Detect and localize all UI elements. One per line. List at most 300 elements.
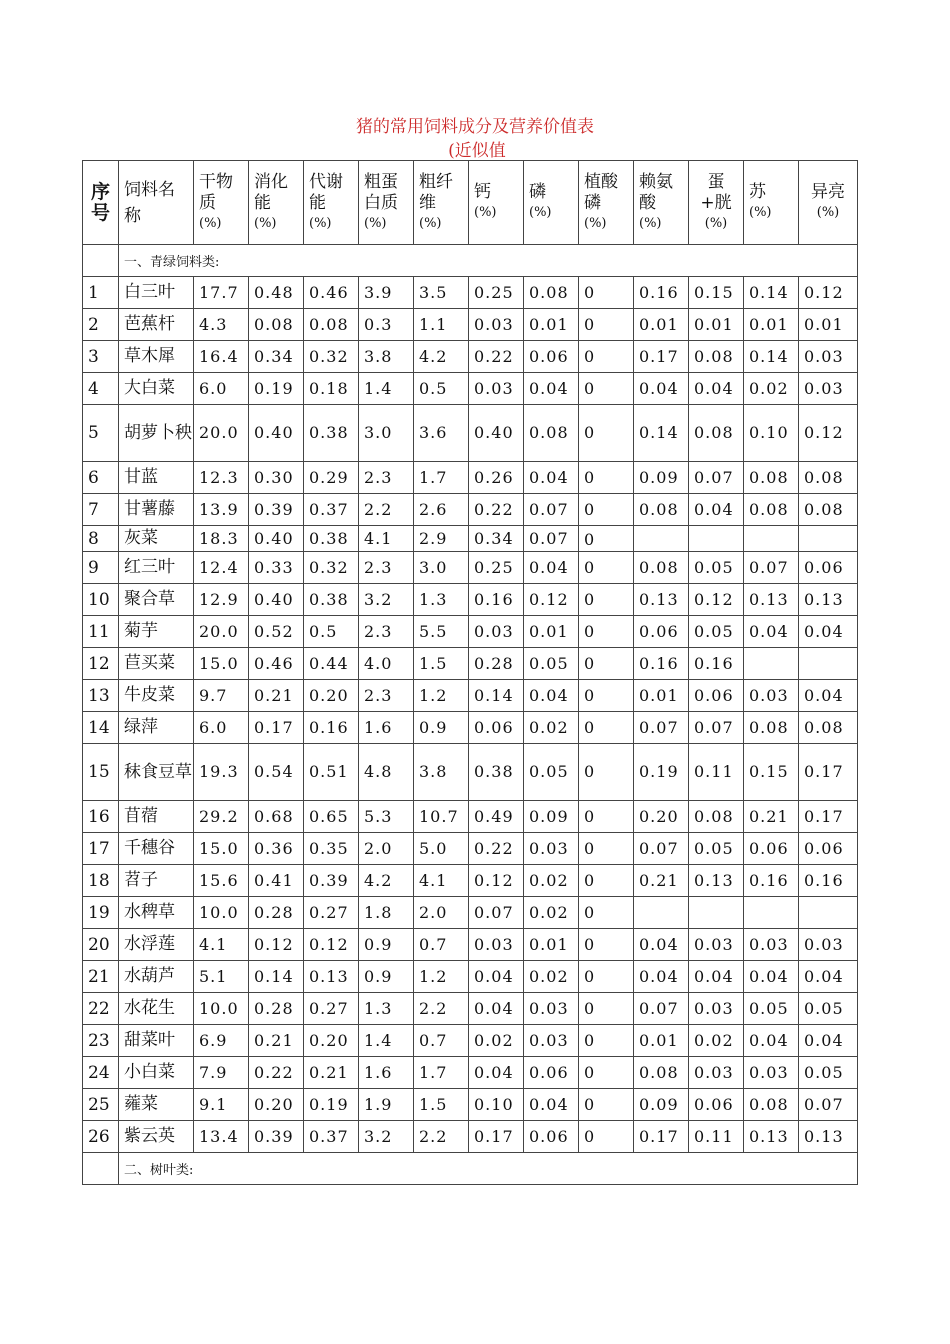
header-met-cys — [689, 161, 744, 245]
cell-threonine — [744, 897, 799, 929]
cell-crude-fiber: 10.7 — [414, 801, 469, 833]
cell-met-cys: 0.05 — [689, 833, 744, 865]
cell-feed-name: 草木犀 — [119, 341, 194, 373]
cell-isoleucine: 0.04 — [799, 680, 858, 712]
cell-phosphorus: 0.06 — [524, 341, 579, 373]
table-row — [83, 405, 858, 462]
cell-threonine: 0.10 — [744, 405, 799, 462]
cell-dry-matter: 10.0 — [194, 993, 249, 1025]
header-calcium — [469, 161, 524, 245]
cell-lysine: 0.16 — [634, 648, 689, 680]
cell-threonine: 0.07 — [744, 552, 799, 584]
cell-digestible-energy: 0.46 — [249, 648, 304, 680]
cell-index: 23 — [83, 1025, 119, 1057]
cell-index: 6 — [83, 462, 119, 494]
cell-lysine: 0.08 — [634, 552, 689, 584]
table-row — [83, 552, 858, 584]
cell-phosphorus: 0.08 — [524, 405, 579, 462]
cell-lysine: 0.06 — [634, 616, 689, 648]
cell-feed-name: 水葫芦 — [119, 961, 194, 993]
cell-isoleucine — [799, 526, 858, 552]
cell-crude-fiber: 0.9 — [414, 712, 469, 744]
cell-feed-name: 水花生 — [119, 993, 194, 1025]
cell-phosphorus: 0.04 — [524, 1089, 579, 1121]
cell-met-cys: 0.12 — [689, 584, 744, 616]
cell-dry-matter: 6.0 — [194, 373, 249, 405]
cell-dry-matter: 13.9 — [194, 494, 249, 526]
cell-lysine: 0.09 — [634, 1089, 689, 1121]
header-unit: (%) — [474, 205, 497, 220]
cell-metabolizable-energy: 0.32 — [304, 341, 359, 373]
cell-digestible-energy: 0.33 — [249, 552, 304, 584]
table-row — [83, 961, 858, 993]
cell-met-cys: 0.06 — [689, 1089, 744, 1121]
cell-calcium: 0.07 — [469, 897, 524, 929]
cell-digestible-energy: 0.14 — [249, 961, 304, 993]
header-unit: (%) — [199, 215, 222, 231]
header-unit: (%) — [419, 215, 442, 231]
cell-phosphorus: 0.07 — [524, 526, 579, 552]
cell-feed-name: 绿萍 — [119, 712, 194, 744]
header-metabolizable-energy — [304, 161, 359, 245]
category-index-cell — [83, 1153, 119, 1185]
cell-dry-matter: 15.0 — [194, 648, 249, 680]
cell-metabolizable-energy: 0.37 — [304, 1121, 359, 1153]
cell-index: 3 — [83, 341, 119, 373]
header-unit: (%) — [749, 205, 772, 220]
cell-digestible-energy: 0.40 — [249, 526, 304, 552]
cell-crude-protein: 2.3 — [359, 462, 414, 494]
cell-metabolizable-energy: 0.38 — [304, 584, 359, 616]
cell-met-cys: 0.08 — [689, 801, 744, 833]
cell-feed-name: 水稗草 — [119, 897, 194, 929]
cell-metabolizable-energy: 0.21 — [304, 1057, 359, 1089]
cell-crude-fiber: 5.5 — [414, 616, 469, 648]
cell-isoleucine: 0.03 — [799, 341, 858, 373]
cell-index: 13 — [83, 680, 119, 712]
cell-threonine: 0.02 — [744, 373, 799, 405]
cell-calcium: 0.03 — [469, 929, 524, 961]
cell-calcium: 0.25 — [469, 277, 524, 309]
cell-digestible-energy: 0.34 — [249, 341, 304, 373]
cell-metabolizable-energy: 0.27 — [304, 993, 359, 1025]
header-label: 粗纤维 — [419, 171, 453, 213]
cell-phosphorus: 0.06 — [524, 1121, 579, 1153]
table-row — [83, 993, 858, 1025]
cell-feed-name: 大白菜 — [119, 373, 194, 405]
cell-met-cys: 0.07 — [689, 462, 744, 494]
table-row — [83, 833, 858, 865]
cell-phosphorus: 0.06 — [524, 1057, 579, 1089]
cell-phytate-phosphorus: 0 — [579, 1089, 634, 1121]
header-label: 赖氨酸 — [639, 171, 673, 213]
table-subtitle: (近似值 — [448, 141, 506, 161]
cell-phytate-phosphorus: 0 — [579, 616, 634, 648]
cell-isoleucine: 0.16 — [799, 865, 858, 897]
cell-crude-protein: 2.3 — [359, 616, 414, 648]
cell-crude-fiber: 0.5 — [414, 373, 469, 405]
cell-calcium: 0.25 — [469, 552, 524, 584]
table-row — [83, 309, 858, 341]
cell-index: 19 — [83, 897, 119, 929]
cell-threonine: 0.05 — [744, 993, 799, 1025]
cell-crude-fiber: 3.0 — [414, 552, 469, 584]
category-index-cell — [83, 245, 119, 277]
cell-metabolizable-energy: 0.35 — [304, 833, 359, 865]
table-row — [83, 1025, 858, 1057]
cell-index: 25 — [83, 1089, 119, 1121]
cell-met-cys: 0.13 — [689, 865, 744, 897]
cell-calcium: 0.03 — [469, 309, 524, 341]
cell-lysine: 0.07 — [634, 833, 689, 865]
cell-isoleucine: 0.04 — [799, 616, 858, 648]
cell-isoleucine: 0.04 — [799, 961, 858, 993]
cell-metabolizable-energy: 0.12 — [304, 929, 359, 961]
cell-crude-fiber: 0.7 — [414, 1025, 469, 1057]
cell-digestible-energy: 0.39 — [249, 1121, 304, 1153]
cell-crude-fiber: 0.7 — [414, 929, 469, 961]
cell-threonine: 0.15 — [744, 744, 799, 801]
cell-index: 1 — [83, 277, 119, 309]
header-unit: (%) — [309, 215, 332, 231]
cell-phytate-phosphorus: 0 — [579, 341, 634, 373]
table-row — [83, 929, 858, 961]
cell-lysine: 0.08 — [634, 494, 689, 526]
cell-crude-protein: 2.3 — [359, 680, 414, 712]
cell-phosphorus: 0.08 — [524, 277, 579, 309]
header-label: 蛋+胱 — [700, 171, 732, 213]
cell-phytate-phosphorus: 0 — [579, 833, 634, 865]
cell-feed-name: 紫云英 — [119, 1121, 194, 1153]
cell-crude-protein: 1.4 — [359, 373, 414, 405]
cell-crude-protein: 2.0 — [359, 833, 414, 865]
cell-phytate-phosphorus: 0 — [579, 712, 634, 744]
category-label: 一、青绿饲料类: — [119, 245, 858, 277]
cell-lysine: 0.08 — [634, 1057, 689, 1089]
cell-index: 22 — [83, 993, 119, 1025]
cell-calcium: 0.10 — [469, 1089, 524, 1121]
cell-crude-protein: 5.3 — [359, 801, 414, 833]
cell-dry-matter: 15.0 — [194, 833, 249, 865]
cell-digestible-energy: 0.21 — [249, 1025, 304, 1057]
cell-digestible-energy: 0.41 — [249, 865, 304, 897]
cell-dry-matter: 20.0 — [194, 616, 249, 648]
cell-digestible-energy: 0.19 — [249, 373, 304, 405]
cell-calcium: 0.02 — [469, 1025, 524, 1057]
cell-metabolizable-energy: 0.32 — [304, 552, 359, 584]
cell-metabolizable-energy: 0.20 — [304, 680, 359, 712]
header-unit: (%) — [529, 205, 552, 220]
cell-met-cys: 0.03 — [689, 993, 744, 1025]
cell-digestible-energy: 0.17 — [249, 712, 304, 744]
cell-phosphorus: 0.05 — [524, 648, 579, 680]
cell-index: 21 — [83, 961, 119, 993]
cell-isoleucine: 0.07 — [799, 1089, 858, 1121]
cell-met-cys — [689, 897, 744, 929]
cell-index: 8 — [83, 526, 119, 552]
cell-isoleucine: 0.06 — [799, 833, 858, 865]
cell-feed-name: 白三叶 — [119, 277, 194, 309]
cell-met-cys: 0.05 — [689, 616, 744, 648]
table-row — [83, 616, 858, 648]
cell-isoleucine: 0.12 — [799, 277, 858, 309]
table-row — [83, 744, 858, 801]
cell-crude-protein: 3.8 — [359, 341, 414, 373]
cell-feed-name: 甜菜叶 — [119, 1025, 194, 1057]
cell-metabolizable-energy: 0.51 — [304, 744, 359, 801]
cell-crude-protein: 4.0 — [359, 648, 414, 680]
header-label: 粗蛋白质 — [364, 171, 398, 213]
cell-crude-fiber: 3.8 — [414, 744, 469, 801]
cell-crude-protein: 2.2 — [359, 494, 414, 526]
cell-threonine: 0.03 — [744, 929, 799, 961]
cell-index: 17 — [83, 833, 119, 865]
cell-crude-fiber: 4.1 — [414, 865, 469, 897]
cell-lysine — [634, 526, 689, 552]
header-lysine — [634, 161, 689, 245]
cell-digestible-energy: 0.48 — [249, 277, 304, 309]
cell-crude-protein: 0.9 — [359, 961, 414, 993]
cell-threonine: 0.03 — [744, 1057, 799, 1089]
header-crude-protein — [359, 161, 414, 245]
cell-crude-fiber: 2.2 — [414, 993, 469, 1025]
cell-isoleucine: 0.08 — [799, 494, 858, 526]
cell-crude-fiber: 1.1 — [414, 309, 469, 341]
cell-lysine: 0.04 — [634, 961, 689, 993]
cell-phosphorus: 0.03 — [524, 833, 579, 865]
cell-metabolizable-energy: 0.16 — [304, 712, 359, 744]
cell-phytate-phosphorus: 0 — [579, 648, 634, 680]
header-label: 代谢能 — [309, 171, 343, 213]
cell-isoleucine: 0.05 — [799, 993, 858, 1025]
header-label: 异亮 — [811, 182, 845, 202]
cell-phytate-phosphorus: 0 — [579, 801, 634, 833]
cell-phytate-phosphorus: 0 — [579, 744, 634, 801]
cell-crude-fiber: 2.0 — [414, 897, 469, 929]
cell-threonine: 0.08 — [744, 712, 799, 744]
cell-crude-fiber: 3.5 — [414, 277, 469, 309]
category-row — [83, 1153, 858, 1185]
header-feed-name — [119, 161, 194, 245]
cell-feed-name: 千穗谷 — [119, 833, 194, 865]
cell-threonine: 0.21 — [744, 801, 799, 833]
cell-lysine: 0.17 — [634, 341, 689, 373]
cell-index: 5 — [83, 405, 119, 462]
header-isoleucine — [799, 161, 858, 245]
table-row — [83, 584, 858, 616]
cell-feed-name: 苣买菜 — [119, 648, 194, 680]
cell-phytate-phosphorus: 0 — [579, 494, 634, 526]
feed-nutrition-table — [82, 160, 858, 1185]
cell-dry-matter: 17.7 — [194, 277, 249, 309]
cell-crude-protein: 4.8 — [359, 744, 414, 801]
cell-calcium: 0.26 — [469, 462, 524, 494]
cell-dry-matter: 9.1 — [194, 1089, 249, 1121]
header-unit: (%) — [584, 215, 607, 231]
cell-crude-protein: 3.0 — [359, 405, 414, 462]
category-label: 二、树叶类: — [119, 1153, 858, 1185]
cell-digestible-energy: 0.36 — [249, 833, 304, 865]
table-row — [83, 865, 858, 897]
cell-metabolizable-energy: 0.38 — [304, 405, 359, 462]
cell-crude-fiber: 4.2 — [414, 341, 469, 373]
cell-dry-matter: 6.0 — [194, 712, 249, 744]
cell-calcium: 0.40 — [469, 405, 524, 462]
cell-lysine: 0.01 — [634, 309, 689, 341]
cell-threonine — [744, 526, 799, 552]
cell-digestible-energy: 0.39 — [249, 494, 304, 526]
cell-dry-matter: 4.3 — [194, 309, 249, 341]
cell-feed-name: 灰菜 — [119, 526, 194, 552]
table-row — [83, 897, 858, 929]
header-unit: (%) — [364, 215, 387, 231]
cell-dry-matter: 13.4 — [194, 1121, 249, 1153]
cell-index: 4 — [83, 373, 119, 405]
cell-met-cys: 0.11 — [689, 1121, 744, 1153]
cell-phosphorus: 0.02 — [524, 897, 579, 929]
cell-crude-fiber: 1.7 — [414, 1057, 469, 1089]
cell-met-cys: 0.05 — [689, 552, 744, 584]
table-row — [83, 341, 858, 373]
cell-metabolizable-energy: 0.18 — [304, 373, 359, 405]
table-row — [83, 373, 858, 405]
cell-isoleucine: 0.05 — [799, 1057, 858, 1089]
cell-calcium: 0.03 — [469, 616, 524, 648]
table-title: 猪的常用饲料成分及营养价值表 — [356, 117, 594, 137]
cell-crude-protein: 3.2 — [359, 584, 414, 616]
cell-isoleucine: 0.12 — [799, 405, 858, 462]
cell-lysine: 0.21 — [634, 865, 689, 897]
cell-digestible-energy: 0.68 — [249, 801, 304, 833]
header-label: 植酸磷 — [584, 171, 618, 213]
cell-feed-name: 甘蓝 — [119, 462, 194, 494]
cell-met-cys: 0.08 — [689, 341, 744, 373]
cell-threonine: 0.13 — [744, 1121, 799, 1153]
header-label: 干物质 — [199, 171, 233, 213]
cell-phytate-phosphorus: 0 — [579, 405, 634, 462]
cell-digestible-energy: 0.52 — [249, 616, 304, 648]
cell-digestible-energy: 0.30 — [249, 462, 304, 494]
cell-phosphorus: 0.02 — [524, 961, 579, 993]
cell-feed-name: 聚合草 — [119, 584, 194, 616]
cell-crude-protein: 1.8 — [359, 897, 414, 929]
cell-isoleucine — [799, 648, 858, 680]
table-row — [83, 462, 858, 494]
cell-metabolizable-energy: 0.13 — [304, 961, 359, 993]
cell-crude-protein: 3.9 — [359, 277, 414, 309]
cell-phosphorus: 0.05 — [524, 744, 579, 801]
cell-crude-fiber: 1.3 — [414, 584, 469, 616]
cell-phytate-phosphorus: 0 — [579, 993, 634, 1025]
cell-phytate-phosphorus: 0 — [579, 1025, 634, 1057]
cell-crude-fiber: 5.0 — [414, 833, 469, 865]
cell-calcium: 0.34 — [469, 526, 524, 552]
cell-met-cys: 0.15 — [689, 277, 744, 309]
cell-phytate-phosphorus: 0 — [579, 865, 634, 897]
cell-isoleucine: 0.04 — [799, 1025, 858, 1057]
cell-lysine: 0.09 — [634, 462, 689, 494]
cell-threonine: 0.08 — [744, 1089, 799, 1121]
cell-crude-fiber: 1.2 — [414, 680, 469, 712]
cell-crude-protein: 1.9 — [359, 1089, 414, 1121]
header-phosphorus — [524, 161, 579, 245]
cell-feed-name: 胡萝卜秧 — [119, 405, 194, 462]
cell-crude-protein: 2.3 — [359, 552, 414, 584]
cell-digestible-energy: 0.20 — [249, 1089, 304, 1121]
cell-met-cys: 0.04 — [689, 494, 744, 526]
cell-phytate-phosphorus: 0 — [579, 584, 634, 616]
cell-lysine: 0.19 — [634, 744, 689, 801]
cell-crude-protein: 1.3 — [359, 993, 414, 1025]
cell-metabolizable-energy: 0.44 — [304, 648, 359, 680]
cell-threonine: 0.08 — [744, 494, 799, 526]
cell-isoleucine: 0.01 — [799, 309, 858, 341]
cell-calcium: 0.17 — [469, 1121, 524, 1153]
cell-index: 9 — [83, 552, 119, 584]
header-unit: (%) — [639, 215, 662, 231]
cell-phytate-phosphorus: 0 — [579, 526, 634, 552]
cell-dry-matter: 5.1 — [194, 961, 249, 993]
cell-phytate-phosphorus: 0 — [579, 1057, 634, 1089]
cell-lysine — [634, 897, 689, 929]
cell-met-cys: 0.08 — [689, 405, 744, 462]
cell-calcium: 0.22 — [469, 494, 524, 526]
table-row — [83, 494, 858, 526]
cell-phytate-phosphorus: 0 — [579, 929, 634, 961]
cell-lysine: 0.04 — [634, 373, 689, 405]
cell-crude-protein: 1.6 — [359, 1057, 414, 1089]
table-row — [83, 277, 858, 309]
cell-met-cys: 0.06 — [689, 680, 744, 712]
cell-crude-fiber: 1.2 — [414, 961, 469, 993]
header-label: 苏 — [749, 182, 766, 202]
cell-feed-name: 水浮莲 — [119, 929, 194, 961]
cell-index: 2 — [83, 309, 119, 341]
cell-metabolizable-energy: 0.39 — [304, 865, 359, 897]
cell-index: 16 — [83, 801, 119, 833]
cell-calcium: 0.22 — [469, 833, 524, 865]
cell-crude-fiber: 1.5 — [414, 1089, 469, 1121]
table-row — [83, 1089, 858, 1121]
cell-isoleucine: 0.17 — [799, 744, 858, 801]
cell-digestible-energy: 0.22 — [249, 1057, 304, 1089]
header-unit: (%) — [254, 215, 277, 231]
cell-isoleucine: 0.06 — [799, 552, 858, 584]
table-row — [83, 712, 858, 744]
cell-dry-matter: 10.0 — [194, 897, 249, 929]
header-unit: (%) — [704, 215, 728, 231]
cell-feed-name: 小白菜 — [119, 1057, 194, 1089]
header-unit: (%) — [816, 205, 840, 220]
cell-phytate-phosphorus: 0 — [579, 462, 634, 494]
cell-dry-matter: 9.7 — [194, 680, 249, 712]
cell-isoleucine — [799, 897, 858, 929]
cell-met-cys: 0.16 — [689, 648, 744, 680]
cell-dry-matter: 18.3 — [194, 526, 249, 552]
header-label: 消化能 — [254, 171, 288, 213]
cell-dry-matter: 12.3 — [194, 462, 249, 494]
cell-met-cys: 0.07 — [689, 712, 744, 744]
header-label: 钙 — [474, 182, 491, 202]
cell-phosphorus: 0.02 — [524, 712, 579, 744]
cell-crude-protein: 1.6 — [359, 712, 414, 744]
cell-lysine: 0.01 — [634, 1025, 689, 1057]
cell-threonine: 0.14 — [744, 277, 799, 309]
cell-metabolizable-energy: 0.27 — [304, 897, 359, 929]
cell-metabolizable-energy: 0.20 — [304, 1025, 359, 1057]
cell-feed-name: 菊芋 — [119, 616, 194, 648]
cell-phytate-phosphorus: 0 — [579, 680, 634, 712]
